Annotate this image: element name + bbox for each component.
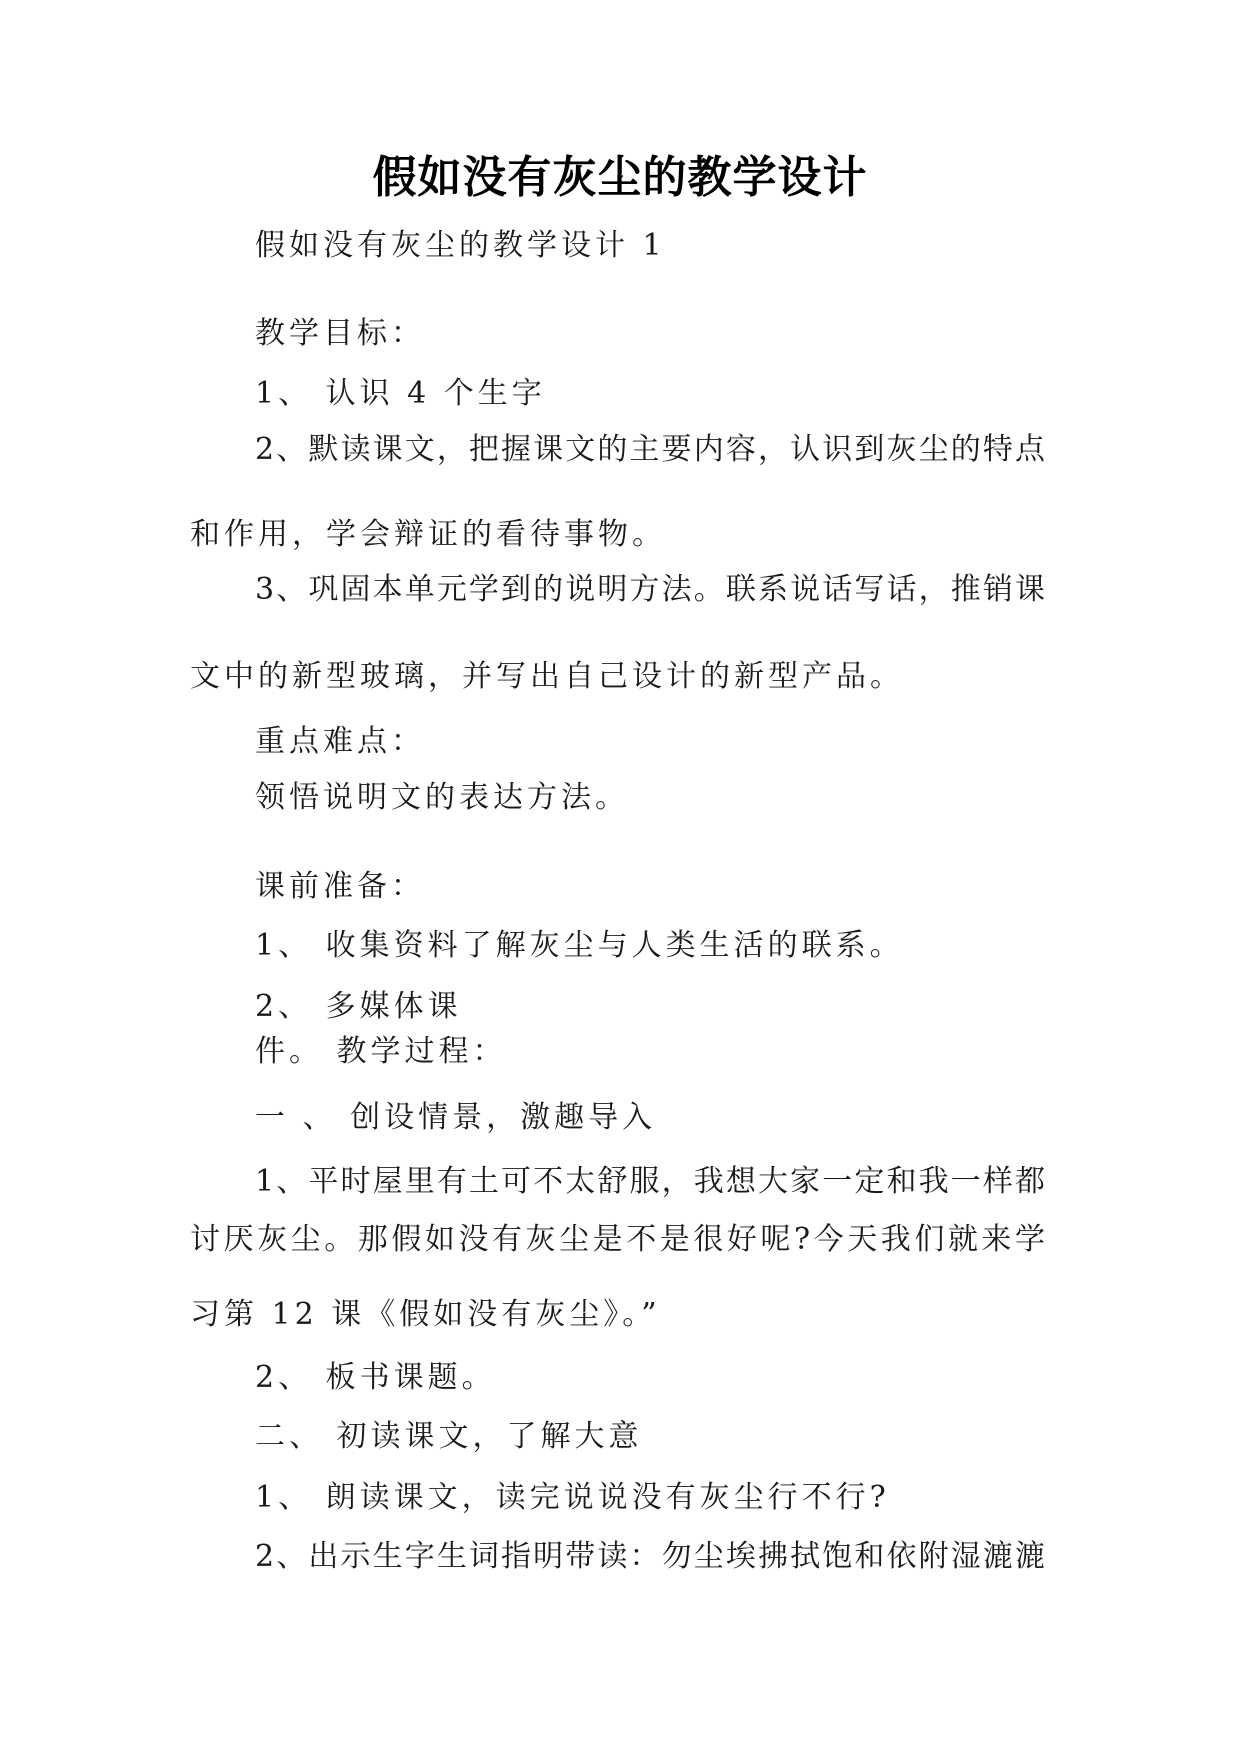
paragraph-line: 课前准备： (255, 869, 425, 904)
paragraph-line: 2、 板书课题。 (255, 1360, 496, 1395)
paragraph-line: 教学目标： (255, 316, 425, 351)
paragraph-line: 1、平时屋里有土可不太舒服，我想大家一定和我一样都 (255, 1164, 1045, 1199)
paragraph-line: 重点难点： (255, 724, 425, 759)
paragraph-line: 讨厌灰尘。那假如没有灰尘是不是很好呢?今天我们就来学 (190, 1222, 1045, 1257)
paragraph-line: 2、出示生字生词指明带读：勿尘埃拂拭饱和依附湿漉漉 (255, 1539, 1045, 1574)
paragraph-line: 领悟说明文的表达方法。 (255, 780, 629, 815)
paragraph-line: 件。 教学过程： (255, 1034, 507, 1069)
paragraph-line: 1、 收集资料了解灰尘与人类生活的联系。 (255, 928, 904, 963)
paragraph-line: 2、 多媒体课 (255, 989, 462, 1024)
paragraph-line: 和作用，学会辩证的看待事物。 (190, 517, 666, 552)
paragraph-line: 1、 认识 4 个生字 (255, 376, 546, 411)
paragraph-line: 二、 初读课文，了解大意 (255, 1419, 643, 1454)
paragraph-line: 1、 朗读课文，读完说说没有灰尘行不行? (255, 1480, 890, 1515)
paragraph-line: 习第 12 课《假如没有灰尘》。” (190, 1297, 661, 1332)
paragraph-line: 文中的新型玻璃，并写出自己设计的新型产品。 (190, 659, 904, 694)
document-title: 假如没有灰尘的教学设计 (372, 152, 868, 203)
paragraph-line: 一 、 创设情景，激趣导入 (255, 1100, 657, 1135)
document-subtitle: 假如没有灰尘的教学设计 1 (255, 228, 666, 263)
paragraph-line: 3、巩固本单元学到的说明方法。联系说话写话，推销课 (255, 572, 1045, 607)
paragraph-line: 2、默读课文，把握课文的主要内容，认识到灰尘的特点 (255, 432, 1045, 467)
